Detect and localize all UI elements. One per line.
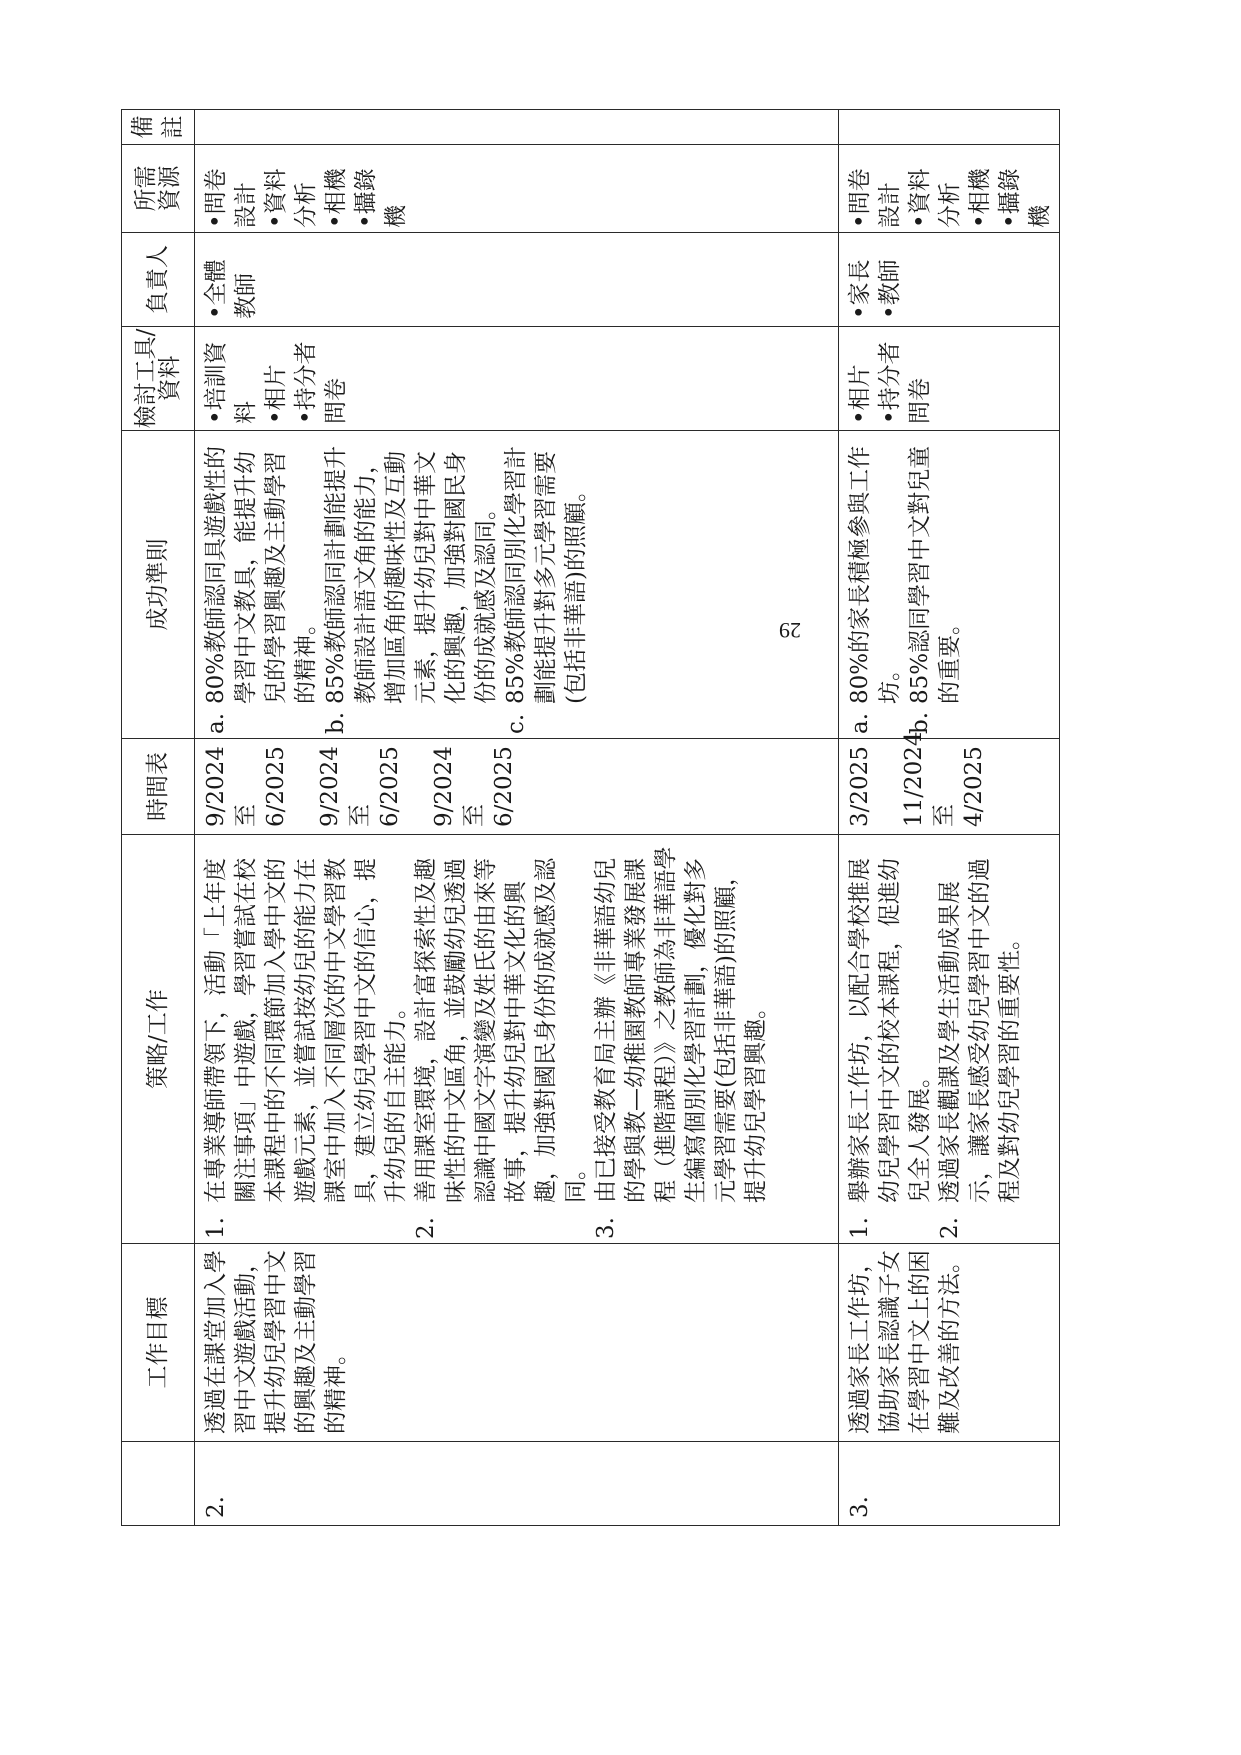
schedule-entry xyxy=(201,743,291,827)
criteria-text: 85%教師認同計劃能提升教師設計語文角的能力，增加區角的趣味性及互動元素，提升幼兒對中華文化的興趣，加強對國民身份的成就感及認同。 xyxy=(323,445,499,704)
page-number: 29 xyxy=(779,618,801,643)
criteria-letter: c. xyxy=(503,713,529,734)
row-index: 2. xyxy=(195,1442,839,1526)
row-schedule xyxy=(195,739,839,835)
row-remarks xyxy=(195,110,839,145)
schedule-to-word: 至 xyxy=(233,804,259,827)
row-tools xyxy=(195,327,839,431)
responsible-item: • 家長 xyxy=(845,237,875,319)
row-goal: 透過在課堂加入學習中文遊戲活動，提升幼兒學習中文的興趣及主動學習的精神。 xyxy=(195,1244,839,1442)
strategy-item xyxy=(411,843,591,1239)
strategy-text: 在專業導師帶領下，活動「上年度關注事項」中遊戲，學習嘗試在校本課程中的不同環節加入學中文的遊戲元素，並嘗試按幼兒的能力在課室中加入不同層次的中文學習教具，建立幼兒學習中文的信心，提升幼兒的自主能力。 xyxy=(203,858,409,1203)
criteria-item xyxy=(201,439,321,734)
table-row xyxy=(839,110,1060,1526)
header-schedule: 時間表 xyxy=(122,739,195,835)
header-resources-line: 所需 xyxy=(133,165,159,212)
schedule-from: 3/2025 xyxy=(847,746,873,827)
schedule-entry xyxy=(845,743,875,827)
resource-item: • 攝錄機 xyxy=(995,149,1055,228)
resource-item: • 資料分析 xyxy=(261,149,321,228)
criteria-text: 85%認同學習中文對兒童的重要。 xyxy=(907,445,963,704)
tool-item: • 相片 xyxy=(261,331,291,424)
strategy-number: 3. xyxy=(593,1217,619,1239)
strategy-number: 1. xyxy=(203,1217,229,1239)
header-goal: 工作目標 xyxy=(122,1244,195,1442)
resource-item: • 相機 xyxy=(321,149,351,228)
criteria-text: 85%教師認同別化學習計劃能提升對多元學習需要(包括非華語)的照顧。 xyxy=(503,445,589,704)
row-remarks xyxy=(839,110,1060,145)
tool-item: • 持分者問卷 xyxy=(875,331,935,424)
resource-item: • 攝錄機 xyxy=(351,149,411,228)
row-schedule xyxy=(839,731,1060,835)
strategy-text: 善用課室環境，設計富探索性及趣味性的中文區角，並鼓勵幼兒透過認識中國文字演變及姓氏的由來等故事，提升幼兒對中華文化的興趣，加強對國民身份的成就感及認同。 xyxy=(413,858,589,1203)
strategy-text: 透過家長觀課及學生活動成果展示，讓家長感受幼兒學習中文的過程及對幼兒學習的重要性。 xyxy=(937,858,1023,1203)
strategy-item xyxy=(201,843,411,1239)
header-criteria: 成功準則 xyxy=(122,431,195,739)
criteria-text: 80%的家長積極參與工作坊。 xyxy=(847,445,903,704)
row-resources xyxy=(195,145,839,233)
criteria-letter: a. xyxy=(203,712,229,734)
row-tools xyxy=(839,327,1060,431)
header-tools-line: 資料 xyxy=(157,355,183,402)
strategy-number: 2. xyxy=(937,1217,963,1239)
strategy-text: 由已接受教育局主辦《非華語幼兒的學與教—幼稚園教師專業發展課程（進階課程）》之教師為非華語學生編寫個別化學習計劃，優化對多元學習需要(包括非華語)的照顧，提升幼兒學習興趣。 xyxy=(593,846,769,1203)
schedule-from: 9/2024 xyxy=(431,746,457,827)
strategy-item xyxy=(845,843,935,1239)
row-index: 3. xyxy=(839,1442,1060,1526)
table-row xyxy=(195,110,839,1526)
strategy-number: 2. xyxy=(413,1217,439,1239)
strategy-text: 舉辦家長工作坊，以配合學校推展幼兒學習中文的校本課程，促進幼兒全人發展。 xyxy=(847,858,933,1203)
strategy-number: 1. xyxy=(847,1217,873,1239)
schedule-entry xyxy=(899,731,989,827)
plan-table xyxy=(121,109,1060,1526)
row-criteria xyxy=(839,431,1060,739)
row-responsible xyxy=(839,233,1060,327)
schedule-to: 6/2025 xyxy=(377,746,403,827)
header-strategy: 策略/工作 xyxy=(122,835,195,1244)
header-resources xyxy=(122,145,195,233)
schedule-from: 9/2024 xyxy=(203,746,229,827)
header-row xyxy=(122,110,195,1526)
resource-item: • 問卷設計 xyxy=(201,149,261,228)
row-responsible xyxy=(195,233,839,327)
schedule-entry xyxy=(315,743,405,827)
criteria-item xyxy=(845,439,905,734)
tool-item: • 相片 xyxy=(845,331,875,424)
responsible-item: • 全體教師 xyxy=(201,237,261,319)
criteria-letter: b. xyxy=(907,711,933,734)
schedule-to-word: 至 xyxy=(931,804,957,827)
criteria-text: 80%教師認同具遊戲性的學習中文教具，能提升幼兒的學習興趣及主動學習的精神。 xyxy=(203,445,319,704)
criteria-item xyxy=(321,439,501,734)
criteria-item xyxy=(905,439,965,734)
header-tools xyxy=(122,327,195,431)
schedule-to: 6/2025 xyxy=(491,746,517,827)
strategy-item xyxy=(591,843,771,1239)
resource-item: • 相機 xyxy=(965,149,995,228)
row-strategies xyxy=(839,835,1060,1244)
header-index xyxy=(122,1442,195,1526)
schedule-to: 4/2025 xyxy=(961,746,987,827)
schedule-to: 6/2025 xyxy=(263,746,289,827)
criteria-letter: b. xyxy=(323,711,349,734)
row-goal: 透過家長工作坊，協助家長認識子女在學習中文上的困難及改善的方法。 xyxy=(839,1244,1060,1442)
criteria-item xyxy=(501,439,591,734)
resource-item: • 問卷設計 xyxy=(845,149,905,228)
schedule-to-word: 至 xyxy=(461,804,487,827)
resource-item: • 資料分析 xyxy=(905,149,965,228)
schedule-entry xyxy=(429,743,519,827)
tool-item: • 培訓資料 xyxy=(201,331,261,424)
strategy-item xyxy=(935,843,1025,1239)
schedule-to-word: 至 xyxy=(347,804,373,827)
header-remarks: 備註 xyxy=(122,110,195,145)
row-criteria xyxy=(195,431,839,739)
criteria-letter: a. xyxy=(847,712,873,734)
header-tools-line: 檢討工具/ xyxy=(133,328,159,429)
header-responsible: 負責人 xyxy=(122,233,195,327)
responsible-item: • 教師 xyxy=(875,237,905,319)
header-resources-line: 資源 xyxy=(157,165,183,212)
schedule-from: 11/2024 xyxy=(901,731,927,827)
row-resources xyxy=(839,145,1060,233)
tool-item: • 持分者問卷 xyxy=(291,331,351,424)
schedule-from: 9/2024 xyxy=(317,746,343,827)
row-strategies xyxy=(195,835,839,1244)
